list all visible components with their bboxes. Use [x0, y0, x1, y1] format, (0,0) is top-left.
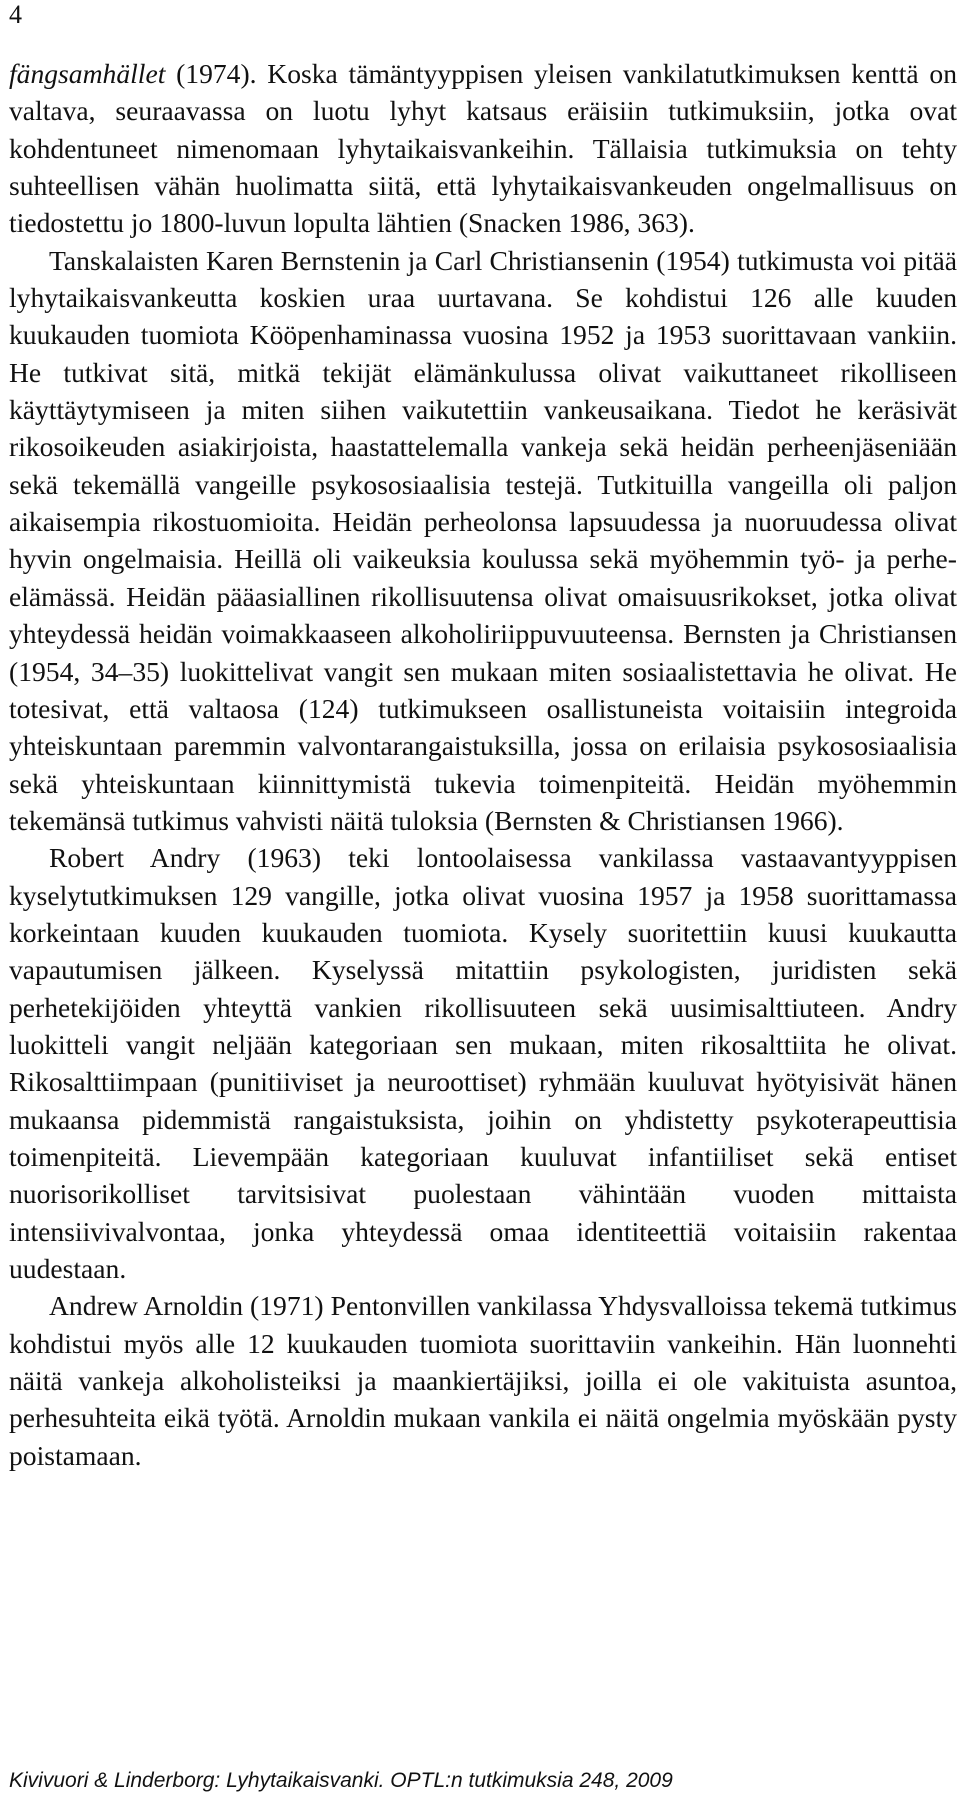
italic-term: fängsamhället [9, 58, 166, 89]
paragraph-2: Tanskalaisten Karen Bernstenin ja Carl Christiansenin (1954) tutkimusta voi pitää lyhytaikaisvankeutta koskien uraa uurtavana. Se kohdistui 126 alle kuuden kuukauden tuomiota Kööpenhaminassa vuosina 1952 ja 1953 suorittavaan vankiin. He tutkivat sitä, mitkä tekijät elämänkulussa olivat vaikuttaneet rikolliseen käyttäytymiseen ja miten siihen vaikutettiin vankeusaikana. Tiedot he keräsivät rikosoikeuden asiakirjoista, haastattelemalla vankeja sekä heidän perheenjäseniään sekä tekemällä vangeille psykososiaalisia testejä. Tutkituilla vangeilla oli paljon aikaisempia rikostuomioita. Heidän perheolonsa lapsuudessa ja nuoruudessa olivat hyvin ongelmaisia. Heillä oli vaikeuksia koulussa sekä myöhemmin työ- ja perhe-elämässä. Heidän pääasiallinen rikollisuutensa olivat omaisuusrikokset, jotka olivat yhteydessä heidän voimakkaaseen alkoholiriippuvuuteensa. Bernsten ja Christiansen (1954, 34–35) luokittelivat vangit sen mukaan miten sosiaalistettavia he olivat. He totesivat, että valtaosa (124) tutkimukseen osallistuneista voitaisiin integroida yhteiskuntaan paremmin valvontarangaistuksilla, jossa on erilaisia psykososiaalisia sekä yhteiskuntaan kiinnittymistä tukevia toimenpiteitä. Heidän myöhemmin tekemänsä tutkimus vahvisti näitä tuloksia (Bernsten & Christiansen 1966). [9, 244, 957, 836]
paragraph-1 [9, 55, 957, 242]
page-number: 4 [9, 0, 22, 29]
document-body [9, 55, 957, 1474]
paragraph-4: Andrew Arnoldin (1971) Pentonvillen vankilassa Yhdysvalloissa tekemä tutkimus kohdistui myös alle 12 kuukauden tuomiota suorittaviin vankeihin. Hän luonnehti näitä vankeja alkoholisteiksi ja maankiertäjiksi, joilla ei ole vakituista asuntoa, perhesuhteita eikä työtä. Arnoldin mukaan vankila ei näitä ongelmia myöskään pysty poistamaan. [9, 1290, 957, 1471]
paragraph-1-text: (1974). Koska tämäntyyppisen yleisen vankilatutkimuksen kenttä on valtava, seuraavassa on luotu lyhyt katsaus eräisiin tutkimuksiin, jotka ovat kohdentuneet nimenomaan lyhytaikaisvankeihin. Tällaisia tutkimuksia on tehty suhteellisen vähän huolimatta siitä, että lyhytaikaisvankeuden ongelmallisuus on tiedostettu jo 1800-luvun lopulta lähtien (Snacken 1986, 363). [9, 58, 957, 239]
footer-citation: Kivivuori & Linderborg: Lyhytaikaisvanki. OPTL:n tutkimuksia 248, 2009 [9, 1769, 673, 1792]
paragraph-3: Robert Andry (1963) teki lontoolaisessa vankilassa vastaavantyyppisen kyselytutkimuksen 129 vangille, jotka olivat vuosina 1957 ja 1958 suorittamassa korkeintaan kuuden kuukauden tuomiota. Kysely suoritettiin kuusi kuukautta vapautumisen jälkeen. Kyselyssä mitattiin psykologisten, juridisten sekä perhetekijöiden yhteyttä vankien rikollisuuteen sekä uusimisalttiuteen. Andry luokitteli vangit neljään kategoriaan sen mukaan, miten rikosalttiita he olivat. Rikosalttiimpaan (punitiiviset ja neuroottiset) ryhmään kuuluvat hyötyisivät hänen mukaansa pidemmistä rangaistuksista, joihin on yhdistetty psykoterapeuttisia toimenpiteitä. Lievempään kategoriaan kuuluvat infantiiliset sekä entiset nuorisorikolliset tarvitsisivat puolestaan vähintään vuoden mittaista intensiivivalvontaa, jonka yhteydessä omaa identiteettiä voitaisiin rakentaa uudestaan. [9, 842, 957, 1284]
